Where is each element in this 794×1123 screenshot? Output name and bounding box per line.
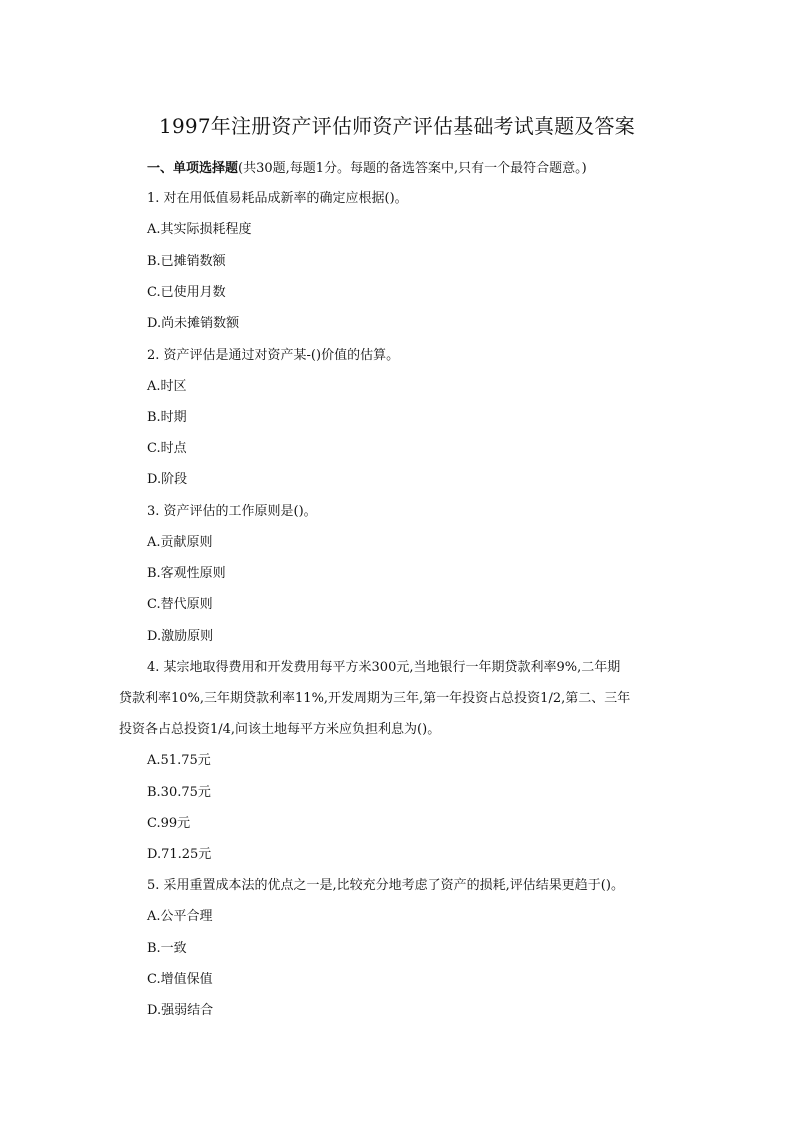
question-1-option-b: B.已摊销数额 [147,254,226,269]
question-4-option-c: C.99元 [147,816,191,831]
question-2-option-b: B.时期 [147,410,187,425]
question-2-option-a: A.时区 [147,379,187,394]
question-1: 1. 对在用低值易耗品成新率的确定应根据()。 [147,191,408,206]
section-heading-text: (共30题,每题1分。每题的备选答案中,只有一个最符合题意。) [238,161,587,176]
question-5: 5. 采用重置成本法的优点之一是,比较充分地考虑了资产的损耗,评估结果更趋于()。 [147,878,624,893]
question-5-option-a: A.公平合理 [147,909,213,924]
question-4-line-3: 投资各占总投资1/4,问该土地每平方米应负担利息为()。 [119,722,441,737]
question-3-option-d: D.激励原则 [147,629,214,644]
question-4-option-d: D.71.25元 [147,847,212,862]
question-4-line-2: 贷款利率10%,三年期贷款利率11%,开发周期为三年,第一年投资占总投资1/2,第二、三年 [119,691,631,706]
question-1-option-d: D.尚未摊销数额 [147,316,240,331]
question-1-option-c: C.已使用月数 [147,285,226,300]
question-5-option-d: D.强弱结合 [147,1003,214,1018]
question-3-option-a: A.贡献原则 [147,535,213,550]
question-4-option-a: A.51.75元 [147,753,211,768]
question-4-line-1: 4. 某宗地取得费用和开发费用每平方米300元,当地银行一年期贷款利率9%,二年期 [147,660,621,675]
question-2-option-c: C.时点 [147,441,187,456]
question-1-option-a: A.其实际损耗程度 [147,222,252,237]
question-5-option-c: C.增值保值 [147,972,213,987]
question-2-option-d: D.阶段 [147,472,188,487]
question-3-option-c: C.替代原则 [147,597,213,612]
question-2: 2. 资产评估是通过对资产某-()价值的估算。 [147,348,400,363]
question-3: 3. 资产评估的工作原则是()。 [147,504,317,519]
page-title: 1997年注册资产评估师资产评估基础考试真题及答案 [159,114,635,138]
question-3-option-b: B.客观性原则 [147,566,226,581]
question-5-option-b: B.一致 [147,941,187,956]
section-heading-bold: 一、单项选择题 [147,161,239,176]
section-heading [147,160,587,178]
question-4-option-b: B.30.75元 [147,785,211,800]
